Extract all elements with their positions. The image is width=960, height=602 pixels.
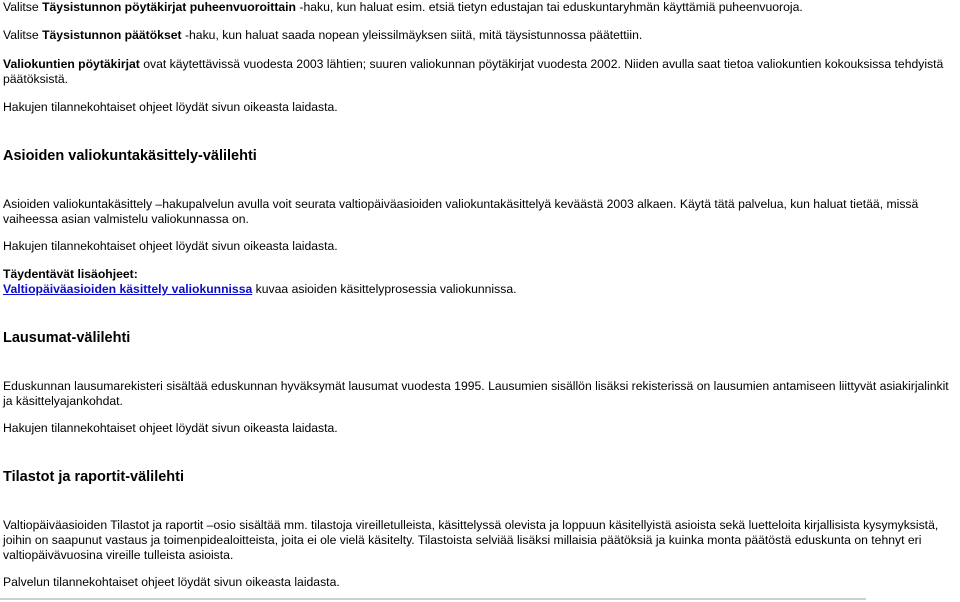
extra-instructions: Valtiopäiväasioiden käsittely valiokunnissa kuvaa asioiden käsittelyprosessia valiokunnissa. — [3, 282, 517, 296]
help-text-3: Hakujen tilannekohtaiset ohjeet löydät sivun oikeasta laidasta. — [3, 421, 338, 435]
paragraph-paatokset: Valitse Täysistunnon päätökset -haku, kun haluat saada nopean yleissilmäyksen siitä, mitä täysistunnossa päätettiin. — [3, 28, 643, 42]
heading-asioiden-valiokuntakasittely: Asioiden valiokuntakäsittely-välilehti — [3, 148, 257, 164]
link-valtiopaivaasioiden-kasittely[interactable]: Valtiopäiväasioiden käsittely valiokunnissa — [3, 282, 253, 296]
paragraph-valiokuntien-poytakirjat: Valiokuntien pöytäkirjat ovat käytettävissä vuodesta 2003 lähtien; suuren valiokunnan pöytäkirjat vuodesta 2002. Niiden avulla saat tietoa valiokuntien kokouksissa tehdyistä päätöksistä. — [3, 57, 944, 86]
paragraph-puheenvuorot: Valitse Täysistunnon pöytäkirjat puheenvuoroittain -haku, kun haluat esim. etsiä tietyn edustajan tai eduskuntaryhmän käyttämiä puheenvuoroja. — [3, 0, 803, 14]
paragraph-lausumat: Eduskunnan lausumarekisteri sisältää eduskunnan hyväksymät lausumat vuodesta 1995. Lausumien sisällön lisäksi rekisterissä on lausumien antamiseen liittyvät asiakirjalinkit ja käsittelyajankohdat. — [3, 379, 949, 408]
divider — [0, 598, 866, 600]
help-text-1: Hakujen tilannekohtaiset ohjeet löydät sivun oikeasta laidasta. — [3, 100, 338, 114]
help-text-4: Palvelun tilannekohtaiset ohjeet löydät sivun oikeasta laidasta. — [3, 575, 340, 589]
paragraph-tilastot-ja-raportit: Valtiopäiväasioiden Tilastot ja raportit –osio sisältää mm. tilastoja vireilletulleista, käsittelyssä olevista ja loppuun käsitellyistä asioista sekä luetteloita kirjallisista kysymyksistä, joihin on saapunut vastaus ja toimenpidealoitteista, joita ei ole vielä käsitelty. Tilastoista selviää lisäksi millaisia päätöksiä ja kuinka monta päätöstä eduskunta on tehnyt eri valtiopäivävuosina vireille tulleista asioista. — [3, 518, 939, 562]
help-text-2: Hakujen tilannekohtaiset ohjeet löydät sivun oikeasta laidasta. — [3, 239, 338, 253]
paragraph-asioiden-valiokuntakasittely: Asioiden valiokuntakäsittely –hakupalvelun avulla voit seurata valtiopäiväasioiden valiokuntakäsittelyä keväästä 2003 alkaen. Käytä tätä palvelua, kun haluat tietää, missä vaiheessa asian valmistelu valiokunnassa on. — [3, 197, 919, 226]
heading-tilastot-ja-raportit: Tilastot ja raportit-välilehti — [3, 469, 185, 485]
extra-instructions-label: Täydentävät lisäohjeet: — [3, 267, 138, 281]
heading-lausumat: Lausumat-välilehti — [3, 330, 131, 346]
